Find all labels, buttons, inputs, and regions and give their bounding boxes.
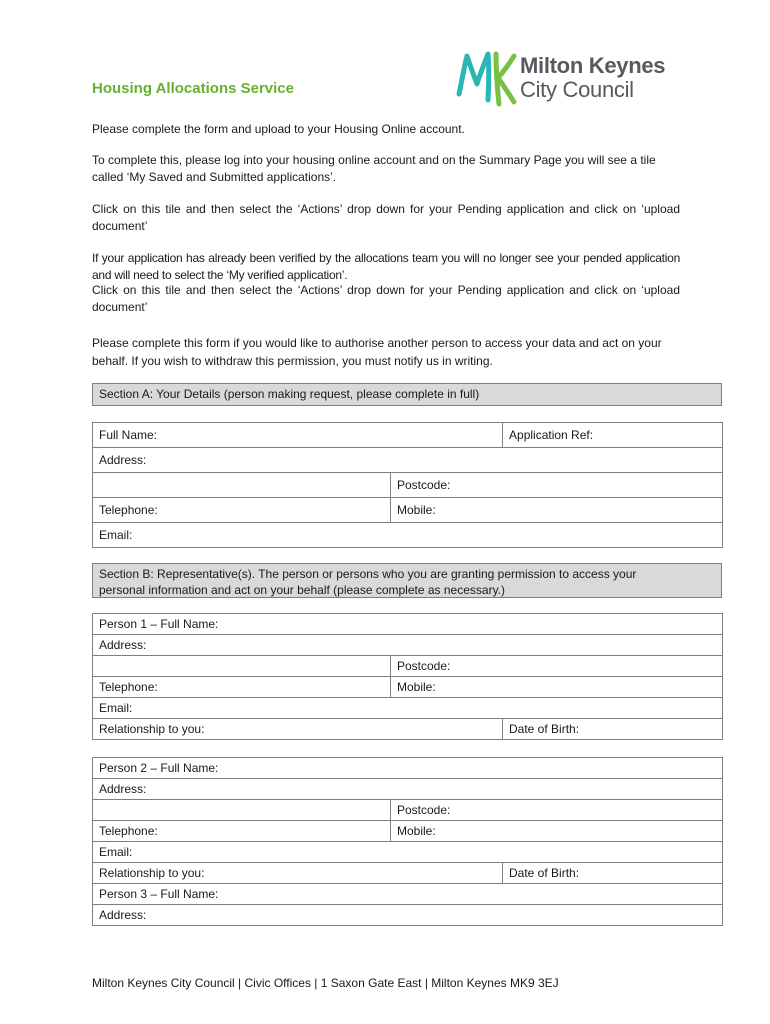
- person-2-email-field[interactable]: Email:: [93, 842, 723, 863]
- section-b-header-line-1: Section B: Representative(s). The person or persons who you are granting permission to access your: [99, 567, 637, 581]
- telephone-field[interactable]: Telephone:: [93, 498, 391, 523]
- intro-paragraph-6: Please complete this form if you would like to authorise another person to access your data and act on your behalf. If you wish to withdraw this permission, you must notify us in writing.: [92, 336, 662, 368]
- logo-text-line2: City Council: [520, 77, 634, 102]
- person-2-form: [92, 757, 723, 926]
- address-field[interactable]: Address:: [93, 448, 723, 473]
- section-a-header: Section A: Your Details (person making request, please complete in full): [92, 383, 722, 406]
- mk-logo-icon: [456, 50, 518, 108]
- person-1-relationship-field[interactable]: Relationship to you:: [93, 719, 503, 740]
- person-1-mobile-field[interactable]: Mobile:: [391, 677, 723, 698]
- person-2-address-line-2-field[interactable]: [93, 800, 391, 821]
- section-a-form: [92, 422, 723, 548]
- person-1-address-line-2-field[interactable]: [93, 656, 391, 677]
- application-ref-field[interactable]: Application Ref:: [503, 423, 723, 448]
- document-title: Housing Allocations Service: [92, 80, 294, 97]
- person-1-dob-field[interactable]: Date of Birth:: [503, 719, 723, 740]
- person-3-address-field[interactable]: Address:: [93, 905, 723, 926]
- person-1-telephone-field[interactable]: Telephone:: [93, 677, 391, 698]
- person-2-telephone-field[interactable]: Telephone:: [93, 821, 391, 842]
- person-2-mobile-field[interactable]: Mobile:: [391, 821, 723, 842]
- person-1-postcode-field[interactable]: Postcode:: [391, 656, 723, 677]
- postcode-field[interactable]: Postcode:: [391, 473, 723, 498]
- logo-text-line1: Milton Keynes: [520, 53, 666, 78]
- person-2-address-field[interactable]: Address:: [93, 779, 723, 800]
- person-1-form: [92, 613, 723, 740]
- council-logo: [456, 50, 696, 110]
- intro-paragraph-4: If your application has already been verified by the allocations team you will no longer see your pended application and will need to select the ‘My verified application’.: [92, 251, 680, 282]
- section-b-header: [92, 563, 722, 598]
- intro-paragraph-3: Click on this tile and then select the ‘Actions’ drop down for your Pending application and click on ‘upload document’: [92, 202, 680, 233]
- person-2-dob-field[interactable]: Date of Birth:: [503, 863, 723, 884]
- person-2-full-name-field[interactable]: Person 2 – Full Name:: [93, 758, 723, 779]
- person-3-full-name-field[interactable]: Person 3 – Full Name:: [93, 884, 723, 905]
- page-footer: Milton Keynes City Council | Civic Offices | 1 Saxon Gate East | Milton Keynes MK9 3EJ: [92, 976, 559, 990]
- person-2-postcode-field[interactable]: Postcode:: [391, 800, 723, 821]
- mobile-field[interactable]: Mobile:: [391, 498, 723, 523]
- intro-paragraph-2: To complete this, please log into your housing online account and on the Summary Page you will see a tile called ‘My Saved and Submitted applications’.: [92, 153, 656, 184]
- person-1-email-field[interactable]: Email:: [93, 698, 723, 719]
- intro-paragraph-1: Please complete the form and upload to your Housing Online account.: [92, 122, 465, 136]
- person-1-full-name-field[interactable]: Person 1 – Full Name:: [93, 614, 723, 635]
- full-name-field[interactable]: Full Name:: [93, 423, 503, 448]
- intro-paragraph-5: Click on this tile and then select the ‘Actions’ drop down for your Pending application and click on ‘upload document’: [92, 283, 680, 314]
- address-line-2-field[interactable]: [93, 473, 391, 498]
- section-b-header-line-2: personal information and act on your behalf (please complete as necessary.): [99, 583, 506, 597]
- email-field[interactable]: Email:: [93, 523, 723, 548]
- person-2-relationship-field[interactable]: Relationship to you:: [93, 863, 503, 884]
- person-1-address-field[interactable]: Address:: [93, 635, 723, 656]
